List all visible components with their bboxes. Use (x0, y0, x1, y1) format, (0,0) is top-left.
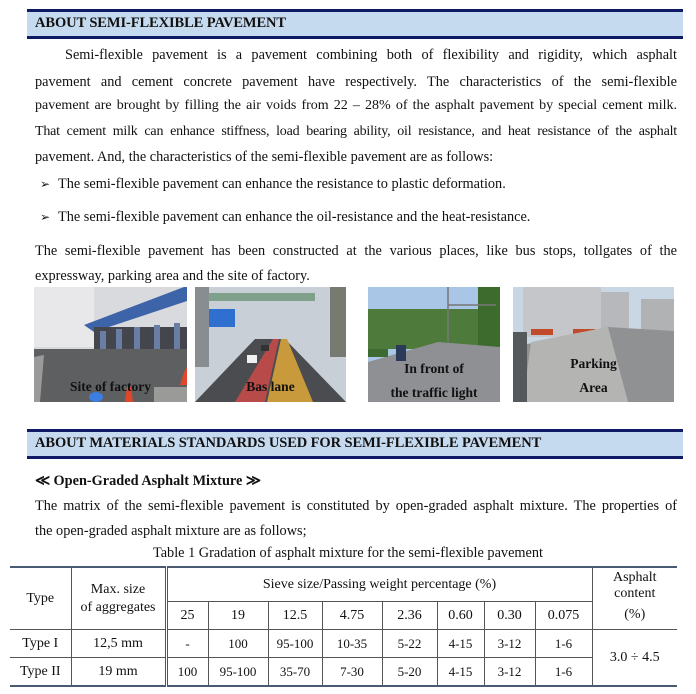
bullet-item (40, 208, 530, 226)
type-cell: Type I (10, 630, 71, 658)
photo-caption: Parking (570, 356, 617, 371)
arrow-bullet-icon: ➢ (40, 210, 51, 224)
paragraph-line: The semi-flexible pavement has been constructed at the various places, like bus stops, tollgates of the (35, 243, 677, 259)
max-size-cell: 12,5 mm (71, 630, 166, 658)
header-max-size (71, 567, 166, 630)
bullet-item (40, 175, 506, 193)
photo-traffic-light (368, 287, 500, 402)
photo-caption: In front of (404, 361, 464, 376)
section-title: ABOUT SEMI-FLEXIBLE PAVEMENT (35, 15, 286, 31)
paragraph-line: That cement milk can enhance stiffness, load bearing ability, oil resistance, and heat resistance of the asphalt (35, 124, 677, 139)
photo-caption: Area (579, 380, 608, 395)
arrow-bullet-icon: ➢ (40, 177, 51, 191)
header-type: Type (10, 567, 71, 630)
value-cell: 3-12 (484, 630, 535, 658)
value-cell: 1-6 (535, 658, 592, 687)
photo-parking-area (513, 287, 674, 402)
sieve-size-cell: 0.30 (484, 602, 535, 630)
header-asphalt-line: Asphalt (612, 569, 657, 585)
value-cell: 35-70 (268, 658, 322, 687)
sieve-size-cell: 0.075 (535, 602, 592, 630)
bullet-text: The semi-flexible pavement can enhance the oil-resistance and the heat-resistance. (58, 209, 531, 225)
paragraph-line: the open-graded asphalt mixture are as follows; (35, 523, 307, 539)
value-cell: 7-30 (322, 658, 382, 687)
header-asphalt-unit: (%) (592, 602, 677, 630)
subheading-open-graded: ≪ Open-Graded Asphalt Mixture ≫ (35, 473, 261, 489)
type-cell: Type II (10, 658, 71, 687)
header-max-size-line: Max. size (90, 581, 146, 597)
value-cell: 95-100 (268, 630, 322, 658)
paragraph-line: The matrix of the semi-flexible pavement is constituted by open-graded asphalt mixture. The properties of (35, 498, 677, 514)
photo-caption: Bas lane (246, 379, 295, 394)
value-cell: 5-22 (382, 630, 437, 658)
header-asphalt-line: content (614, 585, 656, 601)
table-row (10, 630, 677, 658)
value-cell: 4-15 (437, 630, 484, 658)
section-header-materials (27, 429, 683, 459)
header-max-size-line: of aggregates (80, 599, 156, 615)
value-cell: 10-35 (322, 630, 382, 658)
section-header-semi-flexible (27, 9, 683, 39)
paragraph-line: pavement are brought by filling the air voids from 22 – 28% of the asphalt pavement by special cement milk. (35, 98, 677, 113)
section-title: ABOUT MATERIALS STANDARDS USED FOR SEMI-FLEXIBLE PAVEMENT (35, 435, 542, 451)
value-cell: 95-100 (208, 658, 268, 687)
value-cell: 3-12 (484, 658, 535, 687)
sieve-size-cell: 19 (208, 602, 268, 630)
paragraph-line: pavement. And, the characteristics of the semi-flexible pavement are as follows: (35, 149, 494, 165)
table-caption: Table 1 Gradation of asphalt mixture for the semi-flexible pavement (152, 545, 544, 561)
value-cell: 100 (166, 658, 208, 687)
photo-bus-lane (195, 287, 346, 402)
max-size-cell: 19 mm (71, 658, 166, 687)
value-cell: - (166, 630, 208, 658)
sieve-size-cell: 0.60 (437, 602, 484, 630)
paragraph-line: Semi-flexible pavement is a pavement combining both of flexibility and rigidity, which asphalt (65, 47, 677, 63)
sieve-size-cell: 12.5 (268, 602, 322, 630)
table-row (10, 658, 677, 687)
value-cell: 1-6 (535, 630, 592, 658)
sieve-size-cell: 4.75 (322, 602, 382, 630)
photo-caption: the traffic light (390, 385, 478, 400)
value-cell: 4-15 (437, 658, 484, 687)
header-asphalt (592, 567, 677, 602)
asphalt-content-cell: 3.0 ÷ 4.5 (592, 630, 677, 687)
photo-site-of-factory (34, 287, 187, 402)
sieve-size-cell: 2.36 (382, 602, 437, 630)
sieve-size-cell: 25 (166, 602, 208, 630)
gradation-table (10, 566, 677, 687)
paragraph-line: pavement and cement concrete pavement have respectively. The characteristics of the semi-flexible (35, 74, 677, 90)
paragraph-line: expressway, parking area and the site of factory. (35, 268, 310, 284)
header-sieve: Sieve size/Passing weight percentage (%) (166, 567, 592, 602)
value-cell: 100 (208, 630, 268, 658)
bullet-text: The semi-flexible pavement can enhance the resistance to plastic deformation. (58, 176, 506, 192)
photo-caption: Site of factory (70, 379, 151, 394)
value-cell: 5-20 (382, 658, 437, 687)
